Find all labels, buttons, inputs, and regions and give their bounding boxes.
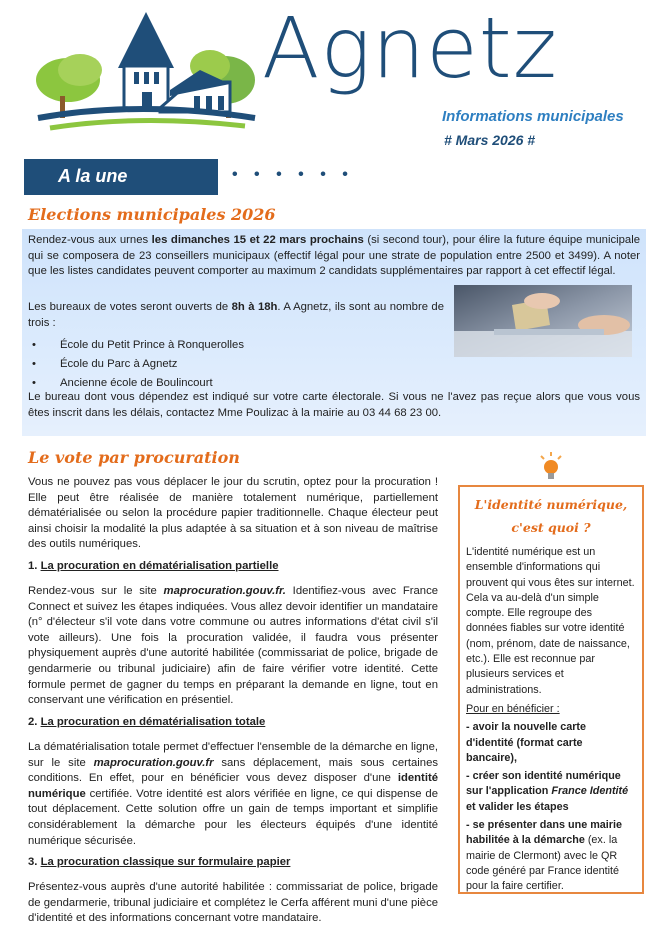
- elections-paragraph-2: Les bureaux de votes seront ouverts de 8h à 18h. A Agnetz, ils sont au nombre de trois :: [28, 301, 444, 329]
- list-item: • Ancienne école de Boulincourt: [28, 374, 438, 393]
- identite-body: L'identité numérique est un ensemble d'informations qui prouvent qui vous êtes sur internet. Cela va au-delà d'un simple compte. Elle regroupe des données fiables sur votre identité (nom, prénom, date de naissance, etc.). Elle est reconnue par plusieurs services et administrations. Pour en bénéficier : - avoir la nouvelle carte d'identité (format carte bancaire), - créer son identité numérique sur l'application France Identité et valider les étapes - se présenter dans une mairie habilitée à la démarche (ex. la mairie de Clermont) avec le QR code généré par France identité pour la faire certifier.: [466, 546, 635, 893]
- section-1-text: Rendez-vous sur le site maprocuration.gouv.fr. Identifiez-vous avec France Connect et suivez les étapes indiquées. Vous allez devoir identifier un mandataire (n° d'électeur s'il vote dans votre commune ou autres informations d'état civil s'il vote ailleurs). Une fois la procuration validée, il faudra vous présenter physiquement auprès d'une autorité habilitée (commissariat de police, brigade de gendarmerie ou tribunal judiciaire) afin de faire vérifier votre identité. Cette formule permet de gagner du temps en préparant la demande en ligne, tout en conservant une vérification en présentiel.: [28, 585, 438, 707]
- ballot-box-photo: [454, 285, 632, 357]
- identite-title: L'identité numérique, c'est quoi ?: [474, 497, 628, 535]
- list-item: • École du Petit Prince à Ronquerolles: [28, 336, 438, 355]
- subtitle: Informations municipales: [442, 108, 624, 125]
- edition-date: # Mars 2026 #: [444, 132, 536, 148]
- lightbulb-icon: [538, 452, 564, 482]
- agnetz-logo-icon: [30, 8, 260, 136]
- section-3-heading: 3. La procuration classique sur formulaire papier: [28, 856, 291, 868]
- section-3-text: Présentez-vous auprès d'une autorité habilitée : commissariat de police, brigade de gendarmerie, tribunal judiciaire et complétez le Cerfa afférent muni d'une pièce d'identité et des informations concernant votre mandataire.: [28, 881, 438, 925]
- banner-dots: • • • • • •: [232, 166, 354, 183]
- procuration-intro: Vous ne pouvez pas vous déplacer le jour du scrutin, optez pour la procuration ! Elle peut être réalisée de manière totalement numérique, partiellement dématérialisée ou selon la procédure papier traditionnelle. Chaque électeur peut ainsi choisir la modalité la plus adaptée à sa situation et à son niveau de maîtrise des outils numériques.: [28, 476, 438, 551]
- section-2-heading: 2. La procuration en dématérialisation totale: [28, 716, 266, 728]
- page-title: Agnetz: [262, 0, 558, 97]
- identite-numerique-box: [458, 485, 644, 894]
- bureaux-list: [28, 336, 438, 393]
- section-2-text: La dématérialisation totale permet d'effectuer l'ensemble de la démarche en ligne, sur le site maprocuration.gouv.fr sans déplacement, mais sous certaines conditions. En effet, pour en bénéficier vous devez disposer d'une identité numérique certifiée. Votre identité est alors vérifiée en ligne, ce qui dispense de tout déplacement. Cette solution offre un gain de temps important et simplifie considérablement la démarche pour les électeurs équipés d'une identité numérique sécurisée.: [28, 741, 439, 847]
- elections-paragraph-3: Le bureau dont vous dépendez est indiqué sur votre carte électorale. Si vous ne l'avez pas reçue alors que vous vous êtes inscrit dans les délais, contactez Mme Poulizac à la mairie au 03 44 68 23 00.: [28, 391, 640, 419]
- elections-paragraph-1: Rendez-vous aux urnes les dimanches 15 et 22 mars prochains (si second tour), pour élire la future équipe municipale qui se composera de 23 conseillers municipaux (effectif légal pour une strate de population entre 2500 et 3499). A noter que les listes candidates peuvent comporter au maximum 2 candidats supplémentaires par rapport à cet effectif légal.: [28, 234, 640, 278]
- banner-label: A la une: [58, 166, 128, 186]
- procuration-title: Le vote par procuration: [28, 448, 240, 467]
- section-1-heading: 1. La procuration en dématérialisation partielle: [28, 560, 279, 572]
- list-item: • École du Parc à Agnetz: [28, 355, 438, 374]
- elections-title: Elections municipales 2026: [28, 205, 276, 224]
